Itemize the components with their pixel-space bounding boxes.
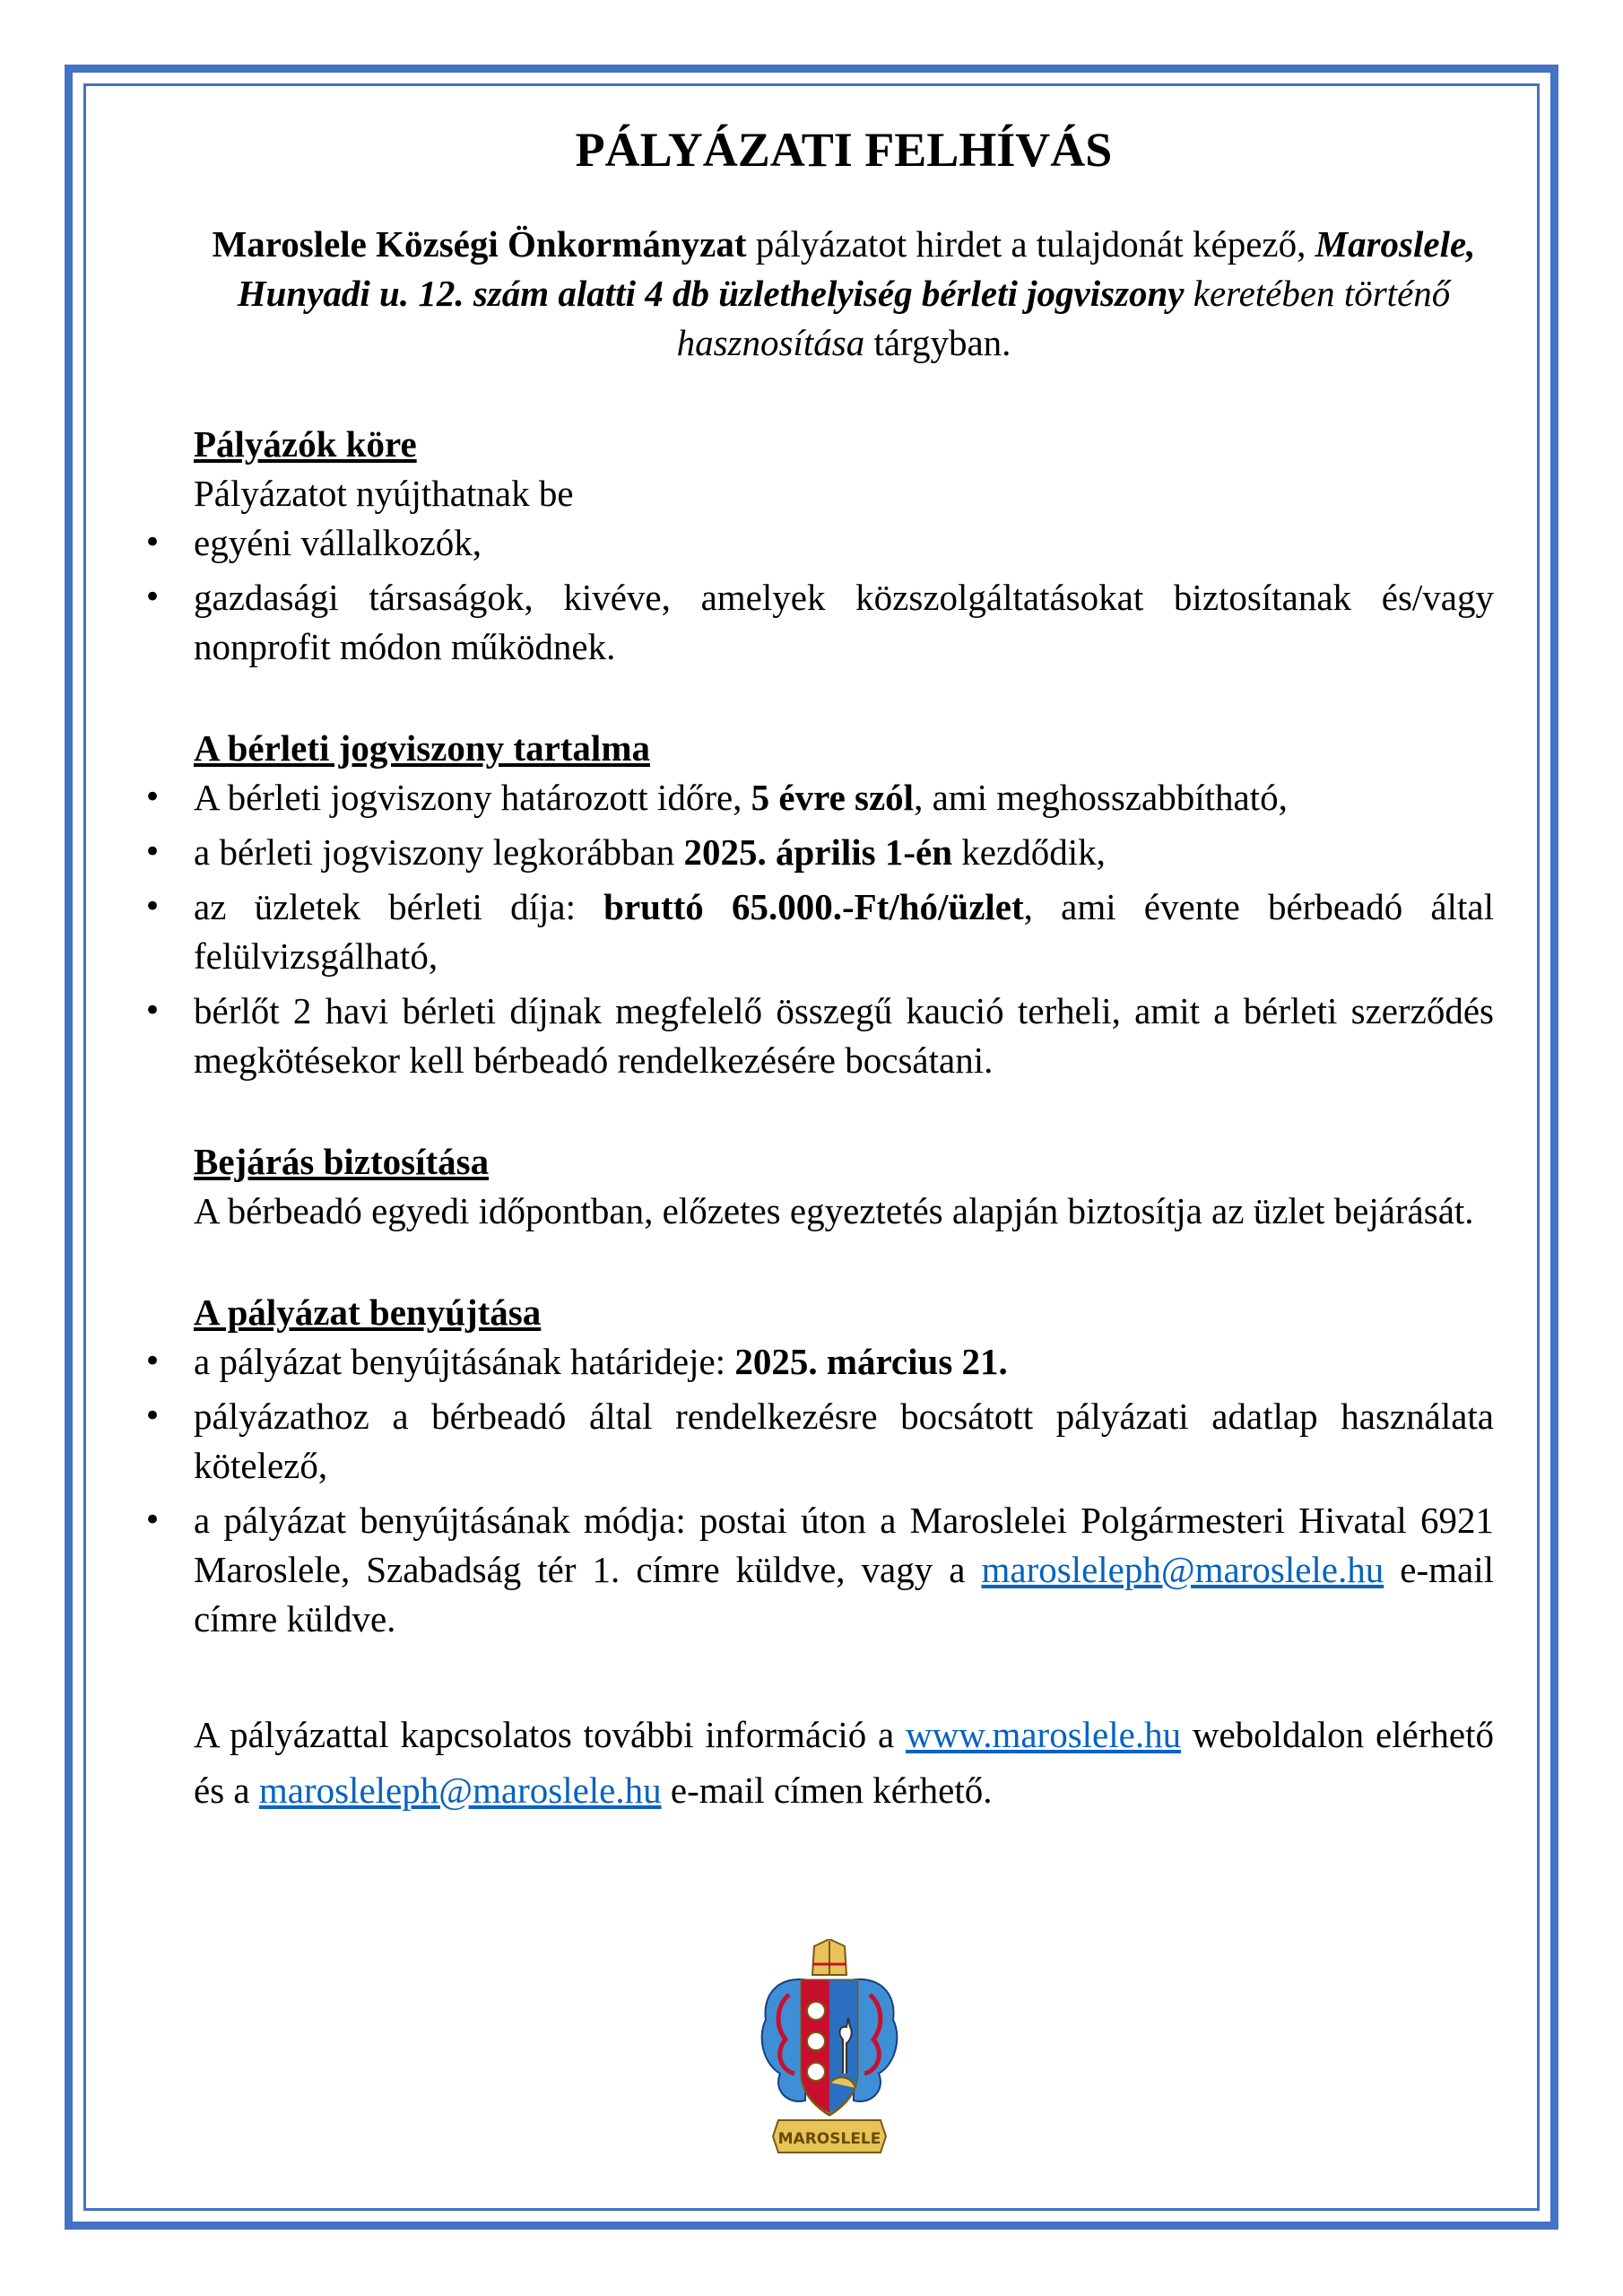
section-paragraph: Pályázatot nyújthatnak be [194, 473, 574, 514]
list-item: • a pályázat benyújtásának határideje: 2025. március 21. [194, 1337, 1494, 1387]
section-inspection [194, 1137, 1494, 1236]
document-body [194, 121, 1494, 1818]
section-lease-content [194, 724, 1494, 1085]
list-item: • az üzletek bérleti díja: bruttó 65.000.-Ft/hó/üzlet, ami évente bérbeadó által felülvizsgálható, [194, 883, 1494, 981]
intro-text-3: tárgyban. [864, 322, 1011, 363]
page-title: PÁLYÁZATI FELHÍVÁS [575, 123, 1113, 177]
bullet-list [194, 773, 1494, 1085]
crest-text: MAROSLELE [777, 2130, 881, 2148]
intro-subject: Maroslele, Hunyadi u. 12. szám alatti 4 db üzlethelyiség bérleti jogviszony [237, 223, 1476, 314]
list-item: • egyéni vállalkozók, [194, 518, 1494, 568]
list-item: • gazdasági társaságok, kivéve, amelyek közszolgáltatásokat biztosítanak és/vagy nonprofit módon működnek. [194, 573, 1494, 672]
coat-of-arms-logo [753, 1939, 906, 2154]
website-link[interactable]: www.maroslele.hu [906, 1714, 1182, 1755]
section-heading: A bérleti jogviszony tartalma [194, 727, 650, 769]
email-link[interactable]: marosleleph@maroslele.hu [258, 1770, 662, 1811]
bullet-list [194, 518, 1494, 672]
intro-paragraph [194, 220, 1494, 368]
section-paragraph: A bérbeadó egyedi időpontban, előzetes egyeztetés alapján biztosítja az üzlet bejárását. [194, 1190, 1474, 1231]
intro-text-1: pályázatot hirdet a tulajdonát képező, [746, 223, 1315, 265]
intro-text-2: keretében történő hasznosítása [676, 273, 1451, 363]
list-item: • a bérleti jogviszony legkorábban 2025. április 1-én kezdődik, [194, 828, 1494, 877]
list-item: • A bérleti jogviszony határozott időre, 5 évre szól, ami meghosszabbítható, [194, 773, 1494, 822]
email-link[interactable]: marosleleph@maroslele.hu [981, 1549, 1384, 1590]
section-submission [194, 1288, 1494, 1644]
closing-paragraph: A pályázattal kapcsolatos további információ a www.maroslele.hu weboldalon elérhető és a marosleleph@maroslele.hu e-mail címen kérhető. [194, 1714, 1494, 1811]
bullet-list [194, 1337, 1494, 1644]
list-item: • bérlőt 2 havi bérleti díjnak megfelelő összegű kaució terheli, amit a bérleti szerződés megkötésekor kell bérbeadó rendelkezésére bocsátani. [194, 987, 1494, 1085]
section-heading: A pályázat benyújtása [194, 1292, 542, 1333]
section-heading: Bejárás biztosítása [194, 1141, 490, 1182]
list-item: • a pályázat benyújtásának módja: postai úton a Maroslelei Polgármesteri Hivatal 6921 Maroslele, Szabadság tér 1. címre küldve, vagy a marosleleph@maroslele.hu e-mail címre küldve. [194, 1496, 1494, 1644]
intro-org: Maroslele Községi Önkormányzat [212, 223, 747, 265]
section-heading: Pályázók köre [194, 423, 417, 465]
section-applicants [194, 420, 1494, 672]
list-item: • pályázathoz a bérbeadó által rendelkezésre bocsátott pályázati adatlap használata kötelező, [194, 1392, 1494, 1491]
